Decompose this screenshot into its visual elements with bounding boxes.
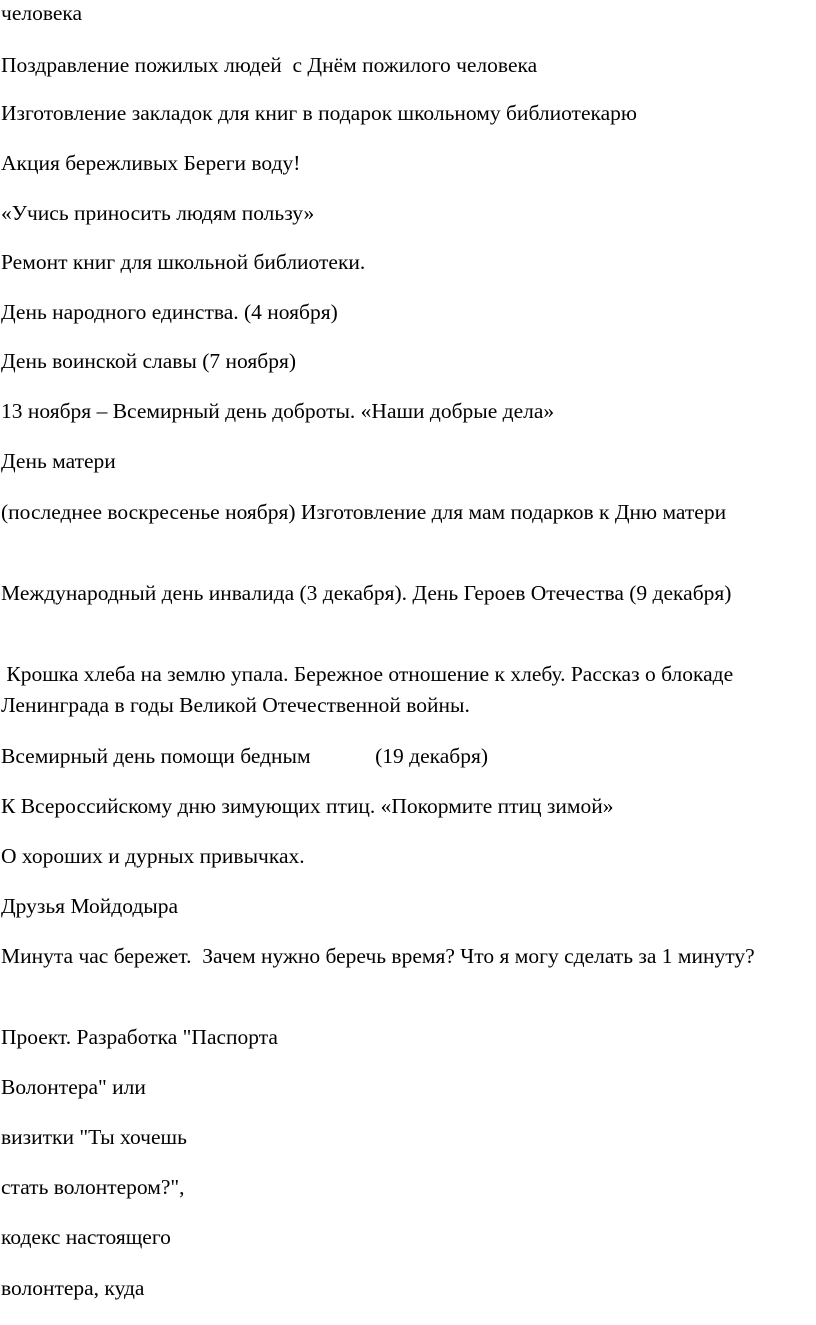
paragraph: волонтера, куда bbox=[1, 1276, 145, 1300]
paragraph: Международный день инвалида (3 декабря). День Героев Отечества (9 декабря) bbox=[1, 581, 732, 605]
paragraph: (последнее воскресенье ноября) Изготовление для мам подарков к Дню матери bbox=[1, 500, 727, 524]
paragraph: День матери bbox=[1, 449, 116, 473]
paragraph: День народного единства. (4 ноября) bbox=[1, 300, 338, 324]
paragraph: кодекс настоящего bbox=[1, 1225, 171, 1249]
paragraph: «Учись приносить людям пользу» bbox=[1, 201, 315, 225]
paragraph: Акция бережливых Береги воду! bbox=[1, 151, 301, 175]
paragraph: стать волонтером?", bbox=[1, 1175, 185, 1199]
paragraph: Поздравление пожилых людей с Днём пожилого человека bbox=[1, 53, 538, 77]
paragraph: Проект. Разработка "Паспорта bbox=[1, 1025, 278, 1049]
paragraph: человека bbox=[1, 1, 83, 25]
paragraph: 13 ноября – Всемирный день доброты. «Наши добрые дела» bbox=[1, 399, 555, 423]
paragraph: Друзья Мойдодыра bbox=[1, 894, 179, 918]
paragraph: День воинской славы (7 ноября) bbox=[1, 349, 296, 373]
paragraph: Минута час бережет. Зачем нужно беречь время? Что я могу сделать за 1 минуту? bbox=[1, 944, 755, 968]
paragraph: Изготовление закладок для книг в подарок школьному библиотекарю bbox=[1, 101, 637, 125]
paragraph: К Всероссийскому дню зимующих птиц. «Покормите птиц зимой» bbox=[1, 794, 614, 818]
paragraph: Крошка хлеба на землю упала. Бережное отношение к хлебу. Рассказ о блокаде Ленинграда в годы Великой Отечественной войны. bbox=[1, 662, 739, 717]
paragraph: Ремонт книг для школьной библиотеки. bbox=[1, 250, 366, 274]
paragraph: Всемирный день помощи бедным (19 декабря) bbox=[1, 744, 489, 768]
paragraph: О хороших и дурных привычках. bbox=[1, 844, 305, 868]
paragraph: Волонтера" или bbox=[1, 1075, 146, 1099]
paragraph: визитки "Ты хочешь bbox=[1, 1125, 187, 1149]
